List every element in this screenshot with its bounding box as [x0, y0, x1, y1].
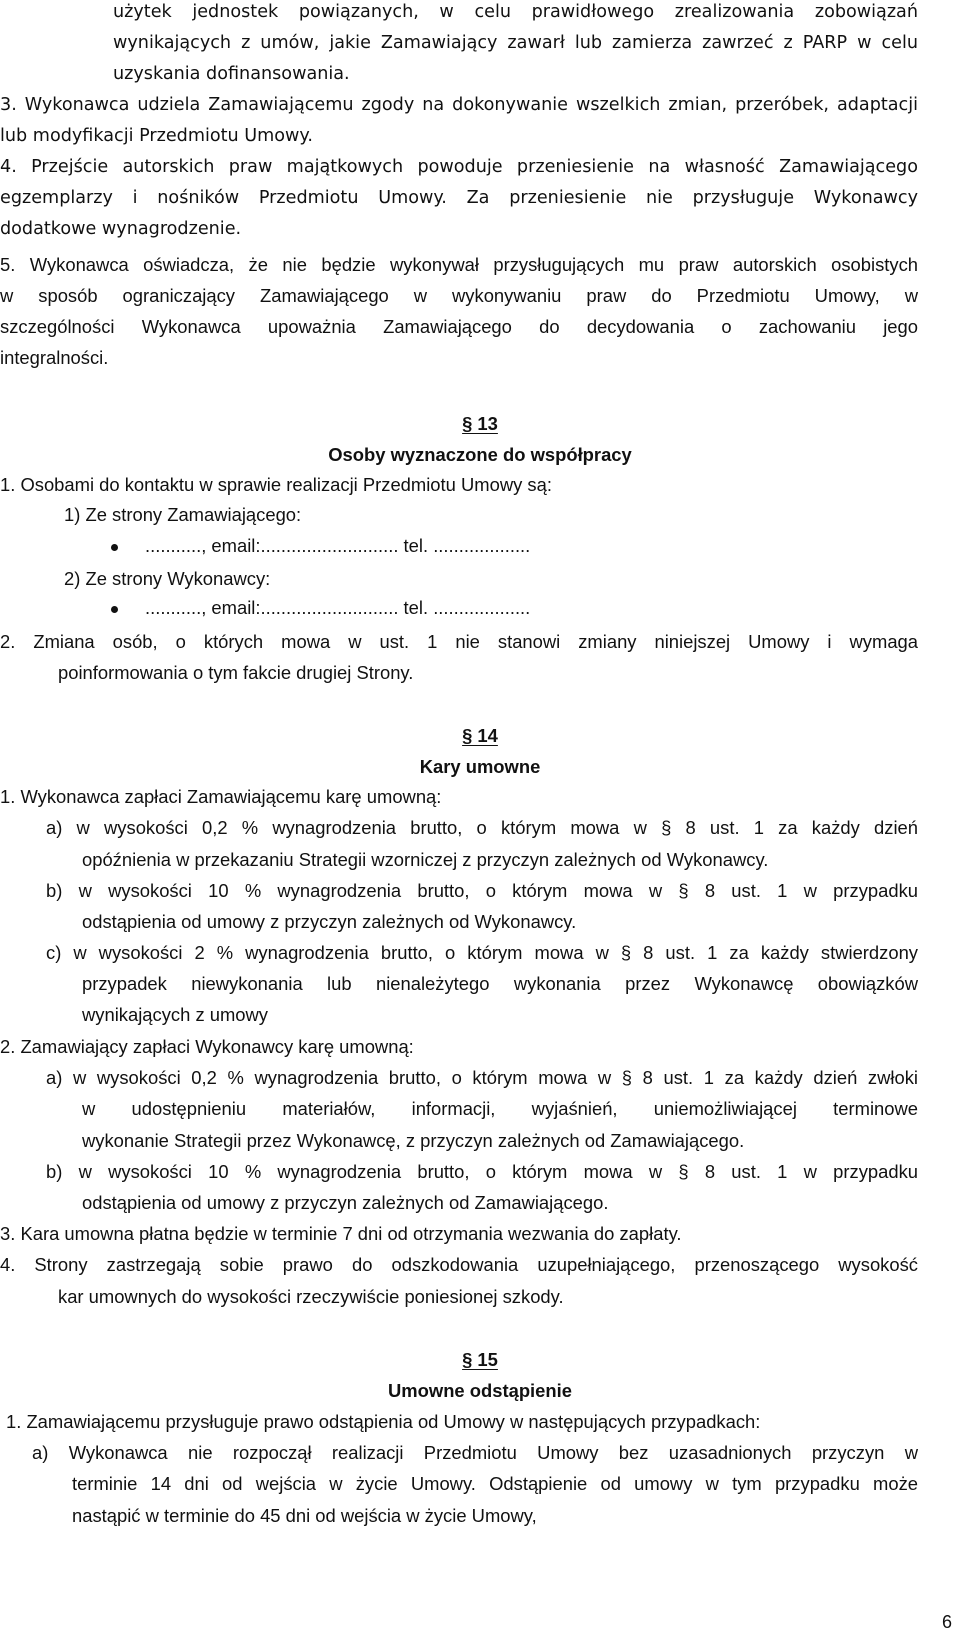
section-14-point-1: 1. Wykonawca zapłaci Zamawiającemu karę umowną:	[0, 786, 442, 807]
section-13-point-1-1: 1) Ze strony Zamawiającego:	[64, 504, 302, 525]
withdrawal-a-line-3: nastąpić w terminie do 45 dni od wejścia w życie Umowy,	[72, 1505, 537, 1526]
section-14-point-3: 3. Kara umowna płatna będzie w terminie 7 dni od otrzymania wezwania do zapłaty.	[0, 1223, 682, 1244]
intro-line-2: wynikających z umów, jakie Zamawiający zawarł lub zamierza zawrzeć z PARP w celu	[113, 33, 918, 53]
intro-line-3: uzyskania dofinansowania.	[113, 64, 350, 84]
bullet-icon	[111, 606, 118, 613]
paragraph-4-line-3: dodatkowe wynagrodzenie.	[0, 219, 242, 239]
section-13-point-1: 1. Osobami do kontaktu w sprawie realizacji Przedmiotu Umowy są:	[0, 474, 552, 495]
paragraph-5-line-2: w sposób ograniczający Zamawiającego w wykonywaniu praw do Przedmiotu Umowy, w	[0, 285, 918, 306]
penalty-d-line-2: w udostępnieniu materiałów, informacji, wyjaśnień, uniemożliwiającej terminowe	[82, 1098, 918, 1119]
penalty-a-line-2: opóźnienia w przekazaniu Strategii wzorniczej z przyczyn zależnych od Wykonawcy.	[82, 849, 769, 870]
section-13-point-2-line-1: 2. Zmiana osób, o których mowa w ust. 1 nie stanowi zmiany niniejszej Umowy i wymaga	[0, 631, 918, 652]
penalty-a-line-1: a) w wysokości 0,2 % wynagrodzenia brutto, o którym mowa w § 8 ust. 1 za każdy dzień	[46, 817, 918, 838]
penalty-c-line-2: przypadek niewykonania lub nienależytego wykonania przez Wykonawcę obowiązków	[82, 973, 918, 994]
section-14-point-2: 2. Zamawiający zapłaci Wykonawcy karę umowną:	[0, 1036, 414, 1057]
paragraph-4-line-2: egzemplarzy i nośników Przedmiotu Umowy. Za przeniesienie nie przysługuje Wykonawcy	[0, 188, 918, 208]
contact-zamawiajacy: ..........., email:........................... tel. ...................	[145, 535, 531, 556]
section-14-title: Kary umowne	[419, 756, 541, 777]
paragraph-5-line-3: szczególności Wykonawca upoważnia Zamawiającego do decydowania o zachowaniu jego	[0, 316, 918, 337]
page-number: 6	[941, 1612, 952, 1632]
penalty-e-line-1: b) w wysokości 10 % wynagrodzenia brutto, o którym mowa w § 8 ust. 1 w przypadku	[46, 1161, 918, 1182]
contact-wykonawca: ..........., email:........................... tel. ...................	[145, 597, 531, 618]
paragraph-3-line-1: 3. Wykonawca udziela Zamawiającemu zgody na dokonywanie wszelkich zmian, przeróbek, adaptacji	[0, 95, 918, 115]
penalty-c-line-3: wynikających z umowy	[82, 1004, 269, 1025]
bullet-icon	[111, 544, 118, 551]
intro-line-1: użytek jednostek powiązanych, w celu prawidłowego zrealizowania zobowiązań	[113, 2, 918, 22]
section-13-title: Osoby wyznaczone do współpracy	[328, 444, 632, 465]
section-13-point-1-2: 2) Ze strony Wykonawcy:	[64, 568, 271, 589]
section-13-number: § 13	[462, 413, 498, 434]
section-14-point-4-line-2: kar umownych do wysokości rzeczywiście poniesionej szkody.	[58, 1286, 564, 1307]
paragraph-4-line-1: 4. Przejście autorskich praw majątkowych powoduje przeniesienie na własność Zamawiającego	[0, 157, 918, 177]
paragraph-5-line-1: 5. Wykonawca oświadcza, że nie będzie wykonywał przysługujących mu praw autorskich osobistych	[0, 254, 918, 275]
withdrawal-a-line-2: terminie 14 dni od wejścia w życie Umowy. Odstąpienie od umowy w tym przypadku może	[72, 1473, 918, 1494]
section-15-point-1: 1. Zamawiającemu przysługuje prawo odstąpienia od Umowy w następujących przypadkach:	[6, 1411, 761, 1432]
penalty-d-line-1: a) w wysokości 0,2 % wynagrodzenia brutto, o którym mowa w § 8 ust. 1 za każdy dzień zwłoki	[46, 1067, 918, 1088]
penalty-e-line-2: odstąpienia od umowy z przyczyn zależnych od Zamawiającego.	[82, 1192, 609, 1213]
penalty-c-line-1: c) w wysokości 2 % wynagrodzenia brutto, o którym mowa w § 8 ust. 1 za każdy stwierdzony	[46, 942, 918, 963]
section-15-title: Umowne odstąpienie	[388, 1380, 572, 1401]
penalty-b-line-2: odstąpienia od umowy z przyczyn zależnych od Wykonawcy.	[82, 911, 577, 932]
penalty-d-line-3: wykonanie Strategii przez Wykonawcę, z przyczyn zależnych od Zamawiającego.	[82, 1130, 745, 1151]
paragraph-5-line-4: integralności.	[0, 347, 109, 368]
paragraph-3-line-2: lub modyfikacji Przedmiotu Umowy.	[0, 126, 313, 146]
section-15-number: § 15	[462, 1349, 498, 1370]
section-13-point-2-line-2: poinformowania o tym fakcie drugiej Strony.	[58, 662, 414, 683]
section-14-point-4-line-1: 4. Strony zastrzegają sobie prawo do odszkodowania uzupełniającego, przenoszącego wysokość	[0, 1254, 918, 1275]
withdrawal-a-line-1: a) Wykonawca nie rozpoczął realizacji Przedmiotu Umowy bez uzasadnionych przyczyn w	[32, 1442, 918, 1463]
section-14-number: § 14	[462, 725, 498, 746]
penalty-b-line-1: b) w wysokości 10 % wynagrodzenia brutto, o którym mowa w § 8 ust. 1 w przypadku	[46, 880, 918, 901]
